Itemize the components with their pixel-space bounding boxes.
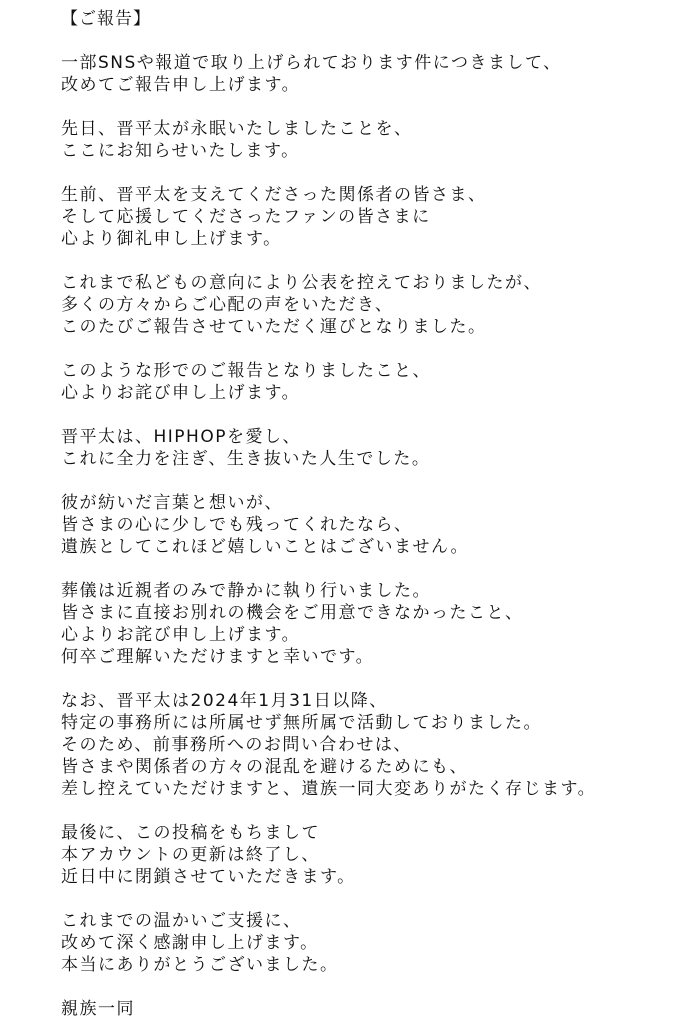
paragraph: [61, 492, 661, 558]
text-line: 特定の事務所には所属せず無所属で活動しておりました。: [61, 713, 542, 733]
text-line: 皆さまに直接お別れの機会をご用意できなかったこと、: [61, 603, 524, 623]
text-line: なお、晋平太は2024年1月31日以降、: [61, 691, 388, 711]
text-line: 何卒ご理解いただけますと幸いです。: [61, 647, 375, 667]
paragraph: [61, 360, 661, 404]
text-line: 遺族としてこれほど嬉しいことはございません。: [61, 537, 470, 557]
text-line: これまでの温かいご支援に、: [61, 911, 302, 931]
paragraph: [61, 910, 661, 976]
announcement-heading: 【ご報告】: [61, 9, 151, 29]
text-line: 心よりお詫び申し上げます。: [61, 383, 301, 403]
text-line: 晋平太は、HIPHOPを愛し、: [61, 427, 301, 447]
text-line: 本アカウントの更新は終了し、: [61, 845, 320, 865]
text-line: 彼が紡いだ言葉と想いが、: [61, 493, 283, 513]
text-line: 一部SNSや報道で取り上げられております件につきまして、: [61, 53, 562, 73]
paragraph: [61, 690, 661, 800]
paragraph: [61, 272, 661, 338]
text-line: 葬儀は近親者のみで静かに執り行いました。: [61, 581, 431, 601]
paragraph: [61, 52, 661, 96]
text-line: 最後に、この投稿をもちまして: [61, 823, 320, 843]
paragraph: [61, 118, 661, 162]
text-line: このたびご報告させていただく運びとなりました。: [61, 317, 487, 337]
text-line: 先日、晋平太が永眠いたしましたことを、: [61, 119, 413, 139]
text-line: 心よりお詫び申し上げます。: [61, 625, 301, 645]
paragraph: [61, 184, 661, 250]
text-line: これまで私どもの意向により公表を控えておりましたが、: [61, 273, 542, 293]
paragraph: [61, 580, 661, 668]
text-line: 改めて深く感謝申し上げます。: [61, 933, 319, 953]
text-line: 多くの方々からご心配の声をいただき、: [61, 295, 394, 315]
text-line: このような形でのご報告となりましたこと、: [61, 361, 431, 381]
text-line: 改めてご報告申し上げます。: [61, 75, 301, 95]
text-line: ここにお知らせいたします。: [61, 141, 300, 161]
paragraph: [61, 426, 661, 470]
announcement-document: [61, 8, 661, 1020]
paragraph: [61, 822, 661, 888]
text-line: 生前、晋平太を支えてくださった関係者の皆さま、: [61, 185, 487, 205]
text-line: 心より御礼申し上げます。: [61, 229, 282, 249]
text-line: そして応援してくださったファンの皆さまに: [61, 207, 431, 227]
text-line: 近日中に閉鎖させていただきます。: [61, 867, 356, 887]
text-line: そのため、前事務所へのお問い合わせは、: [61, 735, 412, 755]
text-line: 差し控えていただけますと、遺族一同大変ありがたく存じます。: [61, 779, 597, 799]
text-line: これに全力を注ぎ、生き抜いた人生でした。: [61, 449, 431, 469]
announcement-body: [61, 52, 661, 976]
text-line: 本当にありがとうございました。: [61, 955, 339, 975]
signature: 親族一同: [61, 999, 135, 1019]
text-line: 皆さまの心に少しでも残ってくれたなら、: [61, 515, 413, 535]
text-line: 皆さまや関係者の方々の混乱を避けるためにも、: [61, 757, 468, 777]
